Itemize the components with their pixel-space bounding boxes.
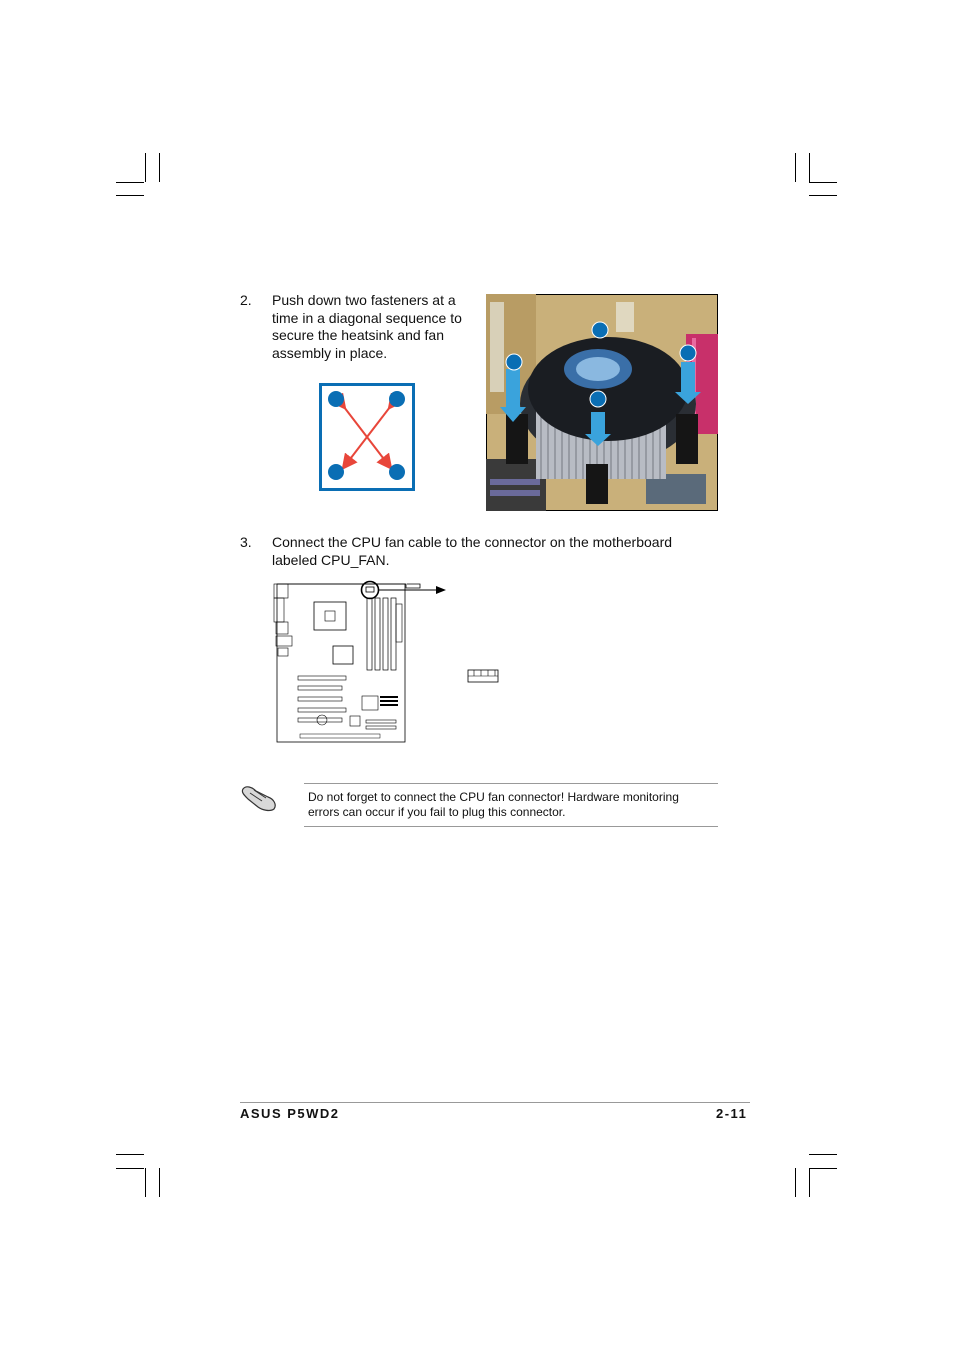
note-box bbox=[304, 783, 718, 827]
step-2-number: 2. bbox=[240, 292, 252, 308]
step-3-number: 3. bbox=[240, 534, 252, 550]
step-2-text: Push down two fasteners at a time in a diagonal sequence to secure the heatsink and fan assembly in place. bbox=[272, 292, 462, 361]
heatsink-fan-photo bbox=[486, 294, 718, 511]
motherboard-layout-diagram bbox=[270, 578, 510, 746]
step-3-text: Connect the CPU fan cable to the connector on the motherboard labeled CPU_FAN. bbox=[272, 534, 673, 568]
footer-rule bbox=[240, 1102, 750, 1103]
note-text: Do not forget to connect the CPU fan connector! Hardware monitoring errors can occur if you fail to plug this connector. bbox=[308, 790, 679, 819]
footer-page-number: 2-11 bbox=[716, 1106, 748, 1121]
diagonal-sequence-diagram bbox=[319, 383, 415, 491]
note-hand-icon bbox=[240, 781, 280, 813]
footer-product-name: ASUS P5WD2 bbox=[240, 1106, 340, 1121]
